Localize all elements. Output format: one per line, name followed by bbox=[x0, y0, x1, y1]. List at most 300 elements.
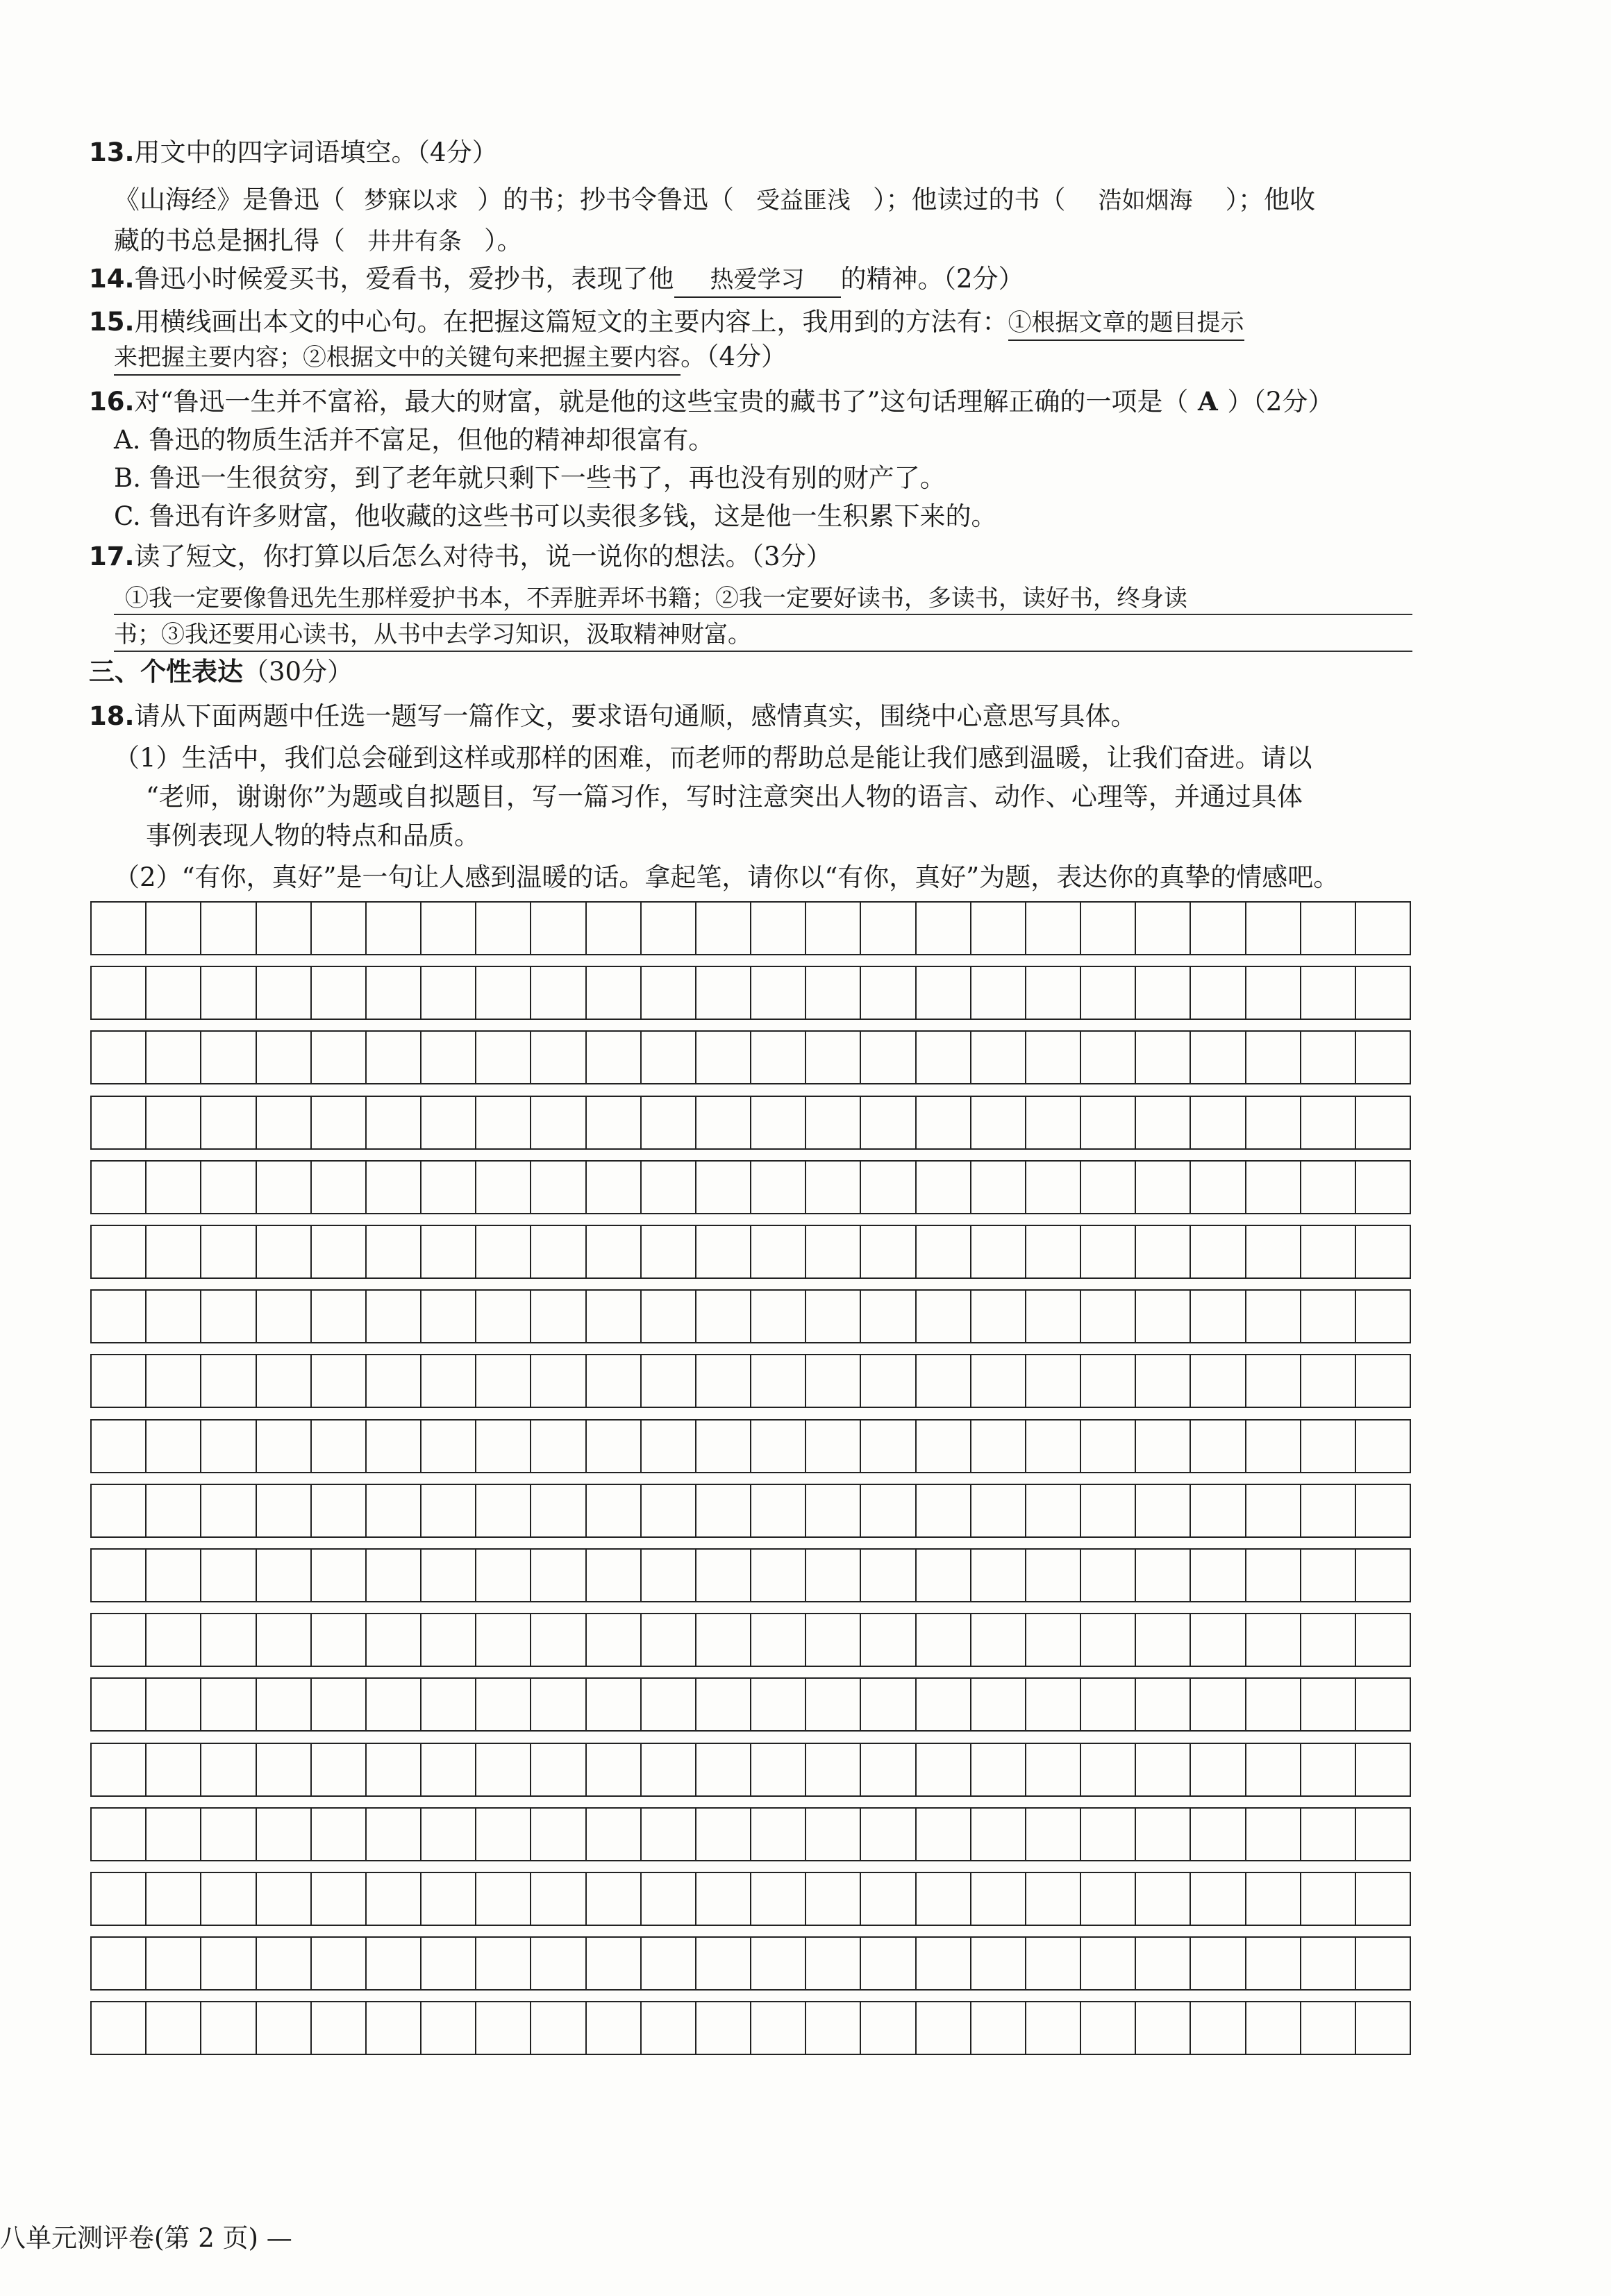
grid-cell[interactable] bbox=[1246, 1097, 1301, 1148]
grid-cell[interactable] bbox=[1191, 1938, 1246, 1989]
grid-cell[interactable] bbox=[806, 1550, 861, 1601]
grid-cell[interactable] bbox=[971, 903, 1026, 954]
grid-cell[interactable] bbox=[147, 1032, 201, 1083]
grid-cell[interactable] bbox=[147, 903, 201, 954]
grid-cell[interactable] bbox=[421, 1291, 476, 1342]
grid-cell[interactable] bbox=[1026, 1809, 1081, 1860]
grid-cell[interactable] bbox=[806, 1162, 861, 1213]
grid-cell[interactable] bbox=[642, 1679, 696, 1730]
grid-cell[interactable] bbox=[642, 1614, 696, 1666]
grid-cell[interactable] bbox=[971, 1421, 1026, 1472]
grid-cell[interactable] bbox=[312, 967, 367, 1019]
grid-cell[interactable] bbox=[421, 1614, 476, 1666]
grid-cell[interactable] bbox=[1081, 1291, 1136, 1342]
grid-cell[interactable] bbox=[92, 1614, 147, 1666]
grid-cell[interactable] bbox=[421, 1097, 476, 1148]
grid-cell[interactable] bbox=[476, 1355, 531, 1407]
grid-cell[interactable] bbox=[751, 1291, 806, 1342]
grid-cell[interactable] bbox=[201, 1162, 256, 1213]
grid-cell[interactable] bbox=[971, 1226, 1026, 1277]
grid-cell[interactable] bbox=[201, 1226, 256, 1277]
grid-cell[interactable] bbox=[531, 2002, 586, 2054]
grid-cell[interactable] bbox=[1246, 1291, 1301, 1342]
grid-cell[interactable] bbox=[312, 1614, 367, 1666]
grid-cell[interactable] bbox=[1301, 1614, 1356, 1666]
grid-cell[interactable] bbox=[1136, 1032, 1191, 1083]
grid-cell[interactable] bbox=[476, 1226, 531, 1277]
grid-cell[interactable] bbox=[642, 2002, 696, 2054]
grid-cell[interactable] bbox=[806, 903, 861, 954]
grid-cell[interactable] bbox=[806, 2002, 861, 2054]
grid-cell[interactable] bbox=[1356, 2002, 1410, 2054]
grid-cell[interactable] bbox=[1191, 1744, 1246, 1795]
grid-cell[interactable] bbox=[1301, 903, 1356, 954]
grid-cell[interactable] bbox=[421, 2002, 476, 2054]
grid-cell[interactable] bbox=[257, 1873, 312, 1925]
grid-cell[interactable] bbox=[1301, 1421, 1356, 1472]
grid-cell[interactable] bbox=[861, 1744, 916, 1795]
grid-cell[interactable] bbox=[1136, 1421, 1191, 1472]
grid-cell[interactable] bbox=[917, 967, 971, 1019]
grid-cell[interactable] bbox=[642, 1938, 696, 1989]
grid-cell[interactable] bbox=[1191, 1421, 1246, 1472]
grid-cell[interactable] bbox=[201, 1421, 256, 1472]
grid-cell[interactable] bbox=[92, 1421, 147, 1472]
grid-cell[interactable] bbox=[1301, 1550, 1356, 1601]
grid-cell[interactable] bbox=[367, 1226, 421, 1277]
grid-cell[interactable] bbox=[917, 1873, 971, 1925]
grid-cell[interactable] bbox=[147, 1097, 201, 1148]
grid-cell[interactable] bbox=[1246, 1032, 1301, 1083]
grid-cell[interactable] bbox=[751, 1421, 806, 1472]
grid-cell[interactable] bbox=[751, 1097, 806, 1148]
grid-cell[interactable] bbox=[421, 1744, 476, 1795]
grid-cell[interactable] bbox=[861, 1614, 916, 1666]
grid-cell[interactable] bbox=[1136, 1744, 1191, 1795]
grid-cell[interactable] bbox=[312, 1938, 367, 1989]
grid-cell[interactable] bbox=[696, 1162, 751, 1213]
grid-cell[interactable] bbox=[917, 1550, 971, 1601]
grid-cell[interactable] bbox=[806, 1355, 861, 1407]
grid-cell[interactable] bbox=[1246, 1421, 1301, 1472]
grid-cell[interactable] bbox=[1301, 1097, 1356, 1148]
grid-cell[interactable] bbox=[642, 1744, 696, 1795]
grid-cell[interactable] bbox=[367, 2002, 421, 2054]
grid-cell[interactable] bbox=[1136, 1226, 1191, 1277]
grid-cell[interactable] bbox=[147, 1485, 201, 1536]
grid-cell[interactable] bbox=[421, 1032, 476, 1083]
grid-cell[interactable] bbox=[367, 1744, 421, 1795]
grid-cell[interactable] bbox=[1081, 1809, 1136, 1860]
grid-cell[interactable] bbox=[696, 1614, 751, 1666]
grid-cell[interactable] bbox=[1136, 1679, 1191, 1730]
grid-cell[interactable] bbox=[1026, 1485, 1081, 1536]
grid-cell[interactable] bbox=[1136, 2002, 1191, 2054]
grid-cell[interactable] bbox=[476, 1291, 531, 1342]
grid-cell[interactable] bbox=[751, 1226, 806, 1277]
grid-cell[interactable] bbox=[861, 1032, 916, 1083]
grid-cell[interactable] bbox=[587, 2002, 642, 2054]
grid-cell[interactable] bbox=[421, 1355, 476, 1407]
grid-cell[interactable] bbox=[1356, 1097, 1410, 1148]
grid-cell[interactable] bbox=[1191, 1162, 1246, 1213]
grid-cell[interactable] bbox=[201, 2002, 256, 2054]
grid-cell[interactable] bbox=[1081, 967, 1136, 1019]
grid-cell[interactable] bbox=[1246, 903, 1301, 954]
grid-cell[interactable] bbox=[531, 1679, 586, 1730]
grid-cell[interactable] bbox=[312, 1679, 367, 1730]
grid-cell[interactable] bbox=[92, 1679, 147, 1730]
grid-cell[interactable] bbox=[587, 1938, 642, 1989]
grid-cell[interactable] bbox=[1026, 1226, 1081, 1277]
grid-cell[interactable] bbox=[367, 1097, 421, 1148]
grid-cell[interactable] bbox=[1191, 1679, 1246, 1730]
grid-cell[interactable] bbox=[806, 1873, 861, 1925]
grid-cell[interactable] bbox=[257, 1355, 312, 1407]
grid-cell[interactable] bbox=[1026, 1421, 1081, 1472]
grid-cell[interactable] bbox=[1026, 967, 1081, 1019]
grid-cell[interactable] bbox=[476, 1485, 531, 1536]
grid-cell[interactable] bbox=[696, 1226, 751, 1277]
grid-cell[interactable] bbox=[806, 1097, 861, 1148]
grid-cell[interactable] bbox=[861, 1097, 916, 1148]
grid-cell[interactable] bbox=[1246, 967, 1301, 1019]
grid-cell[interactable] bbox=[1081, 1421, 1136, 1472]
grid-cell[interactable] bbox=[1081, 903, 1136, 954]
grid-cell[interactable] bbox=[476, 1873, 531, 1925]
grid-cell[interactable] bbox=[147, 1355, 201, 1407]
grid-cell[interactable] bbox=[201, 1550, 256, 1601]
grid-cell[interactable] bbox=[917, 1162, 971, 1213]
grid-cell[interactable] bbox=[971, 1032, 1026, 1083]
grid-cell[interactable] bbox=[476, 967, 531, 1019]
grid-cell[interactable] bbox=[531, 1226, 586, 1277]
grid-cell[interactable] bbox=[367, 1485, 421, 1536]
grid-cell[interactable] bbox=[257, 1162, 312, 1213]
grid-cell[interactable] bbox=[1356, 1873, 1410, 1925]
grid-cell[interactable] bbox=[696, 1097, 751, 1148]
grid-cell[interactable] bbox=[476, 1162, 531, 1213]
grid-cell[interactable] bbox=[531, 1097, 586, 1148]
grid-cell[interactable] bbox=[201, 1291, 256, 1342]
grid-cell[interactable] bbox=[531, 1809, 586, 1860]
grid-cell[interactable] bbox=[642, 1421, 696, 1472]
grid-cell[interactable] bbox=[92, 1744, 147, 1795]
grid-cell[interactable] bbox=[531, 1032, 586, 1083]
grid-cell[interactable] bbox=[1246, 1614, 1301, 1666]
grid-cell[interactable] bbox=[201, 1938, 256, 1989]
grid-cell[interactable] bbox=[1136, 1550, 1191, 1601]
grid-cell[interactable] bbox=[971, 1938, 1026, 1989]
grid-cell[interactable] bbox=[147, 1938, 201, 1989]
grid-cell[interactable] bbox=[312, 1162, 367, 1213]
grid-cell[interactable] bbox=[421, 1938, 476, 1989]
grid-cell[interactable] bbox=[257, 967, 312, 1019]
grid-cell[interactable] bbox=[587, 1614, 642, 1666]
grid-cell[interactable] bbox=[1301, 1679, 1356, 1730]
grid-cell[interactable] bbox=[1246, 1550, 1301, 1601]
grid-cell[interactable] bbox=[806, 1679, 861, 1730]
grid-cell[interactable] bbox=[1246, 1355, 1301, 1407]
grid-cell[interactable] bbox=[312, 1097, 367, 1148]
grid-cell[interactable] bbox=[92, 1097, 147, 1148]
grid-cell[interactable] bbox=[1026, 1162, 1081, 1213]
grid-cell[interactable] bbox=[751, 1809, 806, 1860]
grid-cell[interactable] bbox=[201, 967, 256, 1019]
grid-cell[interactable] bbox=[1081, 1355, 1136, 1407]
grid-cell[interactable] bbox=[92, 1485, 147, 1536]
grid-cell[interactable] bbox=[751, 1162, 806, 1213]
grid-cell[interactable] bbox=[861, 967, 916, 1019]
grid-cell[interactable] bbox=[1081, 1097, 1136, 1148]
grid-cell[interactable] bbox=[1356, 967, 1410, 1019]
grid-cell[interactable] bbox=[1301, 1162, 1356, 1213]
grid-cell[interactable] bbox=[257, 1809, 312, 1860]
grid-cell[interactable] bbox=[806, 1938, 861, 1989]
grid-cell[interactable] bbox=[751, 1614, 806, 1666]
grid-cell[interactable] bbox=[1191, 1097, 1246, 1148]
grid-cell[interactable] bbox=[257, 1485, 312, 1536]
grid-cell[interactable] bbox=[971, 1679, 1026, 1730]
grid-cell[interactable] bbox=[1136, 1809, 1191, 1860]
grid-cell[interactable] bbox=[1356, 903, 1410, 954]
grid-cell[interactable] bbox=[201, 903, 256, 954]
grid-cell[interactable] bbox=[696, 1355, 751, 1407]
grid-cell[interactable] bbox=[1191, 1355, 1246, 1407]
grid-cell[interactable] bbox=[147, 967, 201, 1019]
grid-cell[interactable] bbox=[257, 1614, 312, 1666]
grid-cell[interactable] bbox=[1081, 1550, 1136, 1601]
grid-cell[interactable] bbox=[367, 1162, 421, 1213]
grid-cell[interactable] bbox=[201, 1032, 256, 1083]
grid-cell[interactable] bbox=[531, 1744, 586, 1795]
grid-cell[interactable] bbox=[1301, 1226, 1356, 1277]
grid-cell[interactable] bbox=[367, 967, 421, 1019]
grid-cell[interactable] bbox=[861, 2002, 916, 2054]
grid-cell[interactable] bbox=[696, 1550, 751, 1601]
grid-cell[interactable] bbox=[421, 1550, 476, 1601]
grid-cell[interactable] bbox=[1246, 1938, 1301, 1989]
grid-cell[interactable] bbox=[312, 1809, 367, 1860]
grid-cell[interactable] bbox=[1301, 1032, 1356, 1083]
grid-cell[interactable] bbox=[92, 1355, 147, 1407]
grid-cell[interactable] bbox=[806, 1421, 861, 1472]
grid-cell[interactable] bbox=[696, 1809, 751, 1860]
grid-cell[interactable] bbox=[696, 1744, 751, 1795]
grid-cell[interactable] bbox=[1191, 1032, 1246, 1083]
grid-cell[interactable] bbox=[917, 2002, 971, 2054]
grid-cell[interactable] bbox=[1301, 1938, 1356, 1989]
grid-cell[interactable] bbox=[917, 1291, 971, 1342]
grid-cell[interactable] bbox=[531, 903, 586, 954]
grid-cell[interactable] bbox=[1356, 1226, 1410, 1277]
grid-cell[interactable] bbox=[971, 1291, 1026, 1342]
grid-cell[interactable] bbox=[971, 1614, 1026, 1666]
grid-cell[interactable] bbox=[1191, 1873, 1246, 1925]
grid-cell[interactable] bbox=[861, 1485, 916, 1536]
grid-cell[interactable] bbox=[1191, 1291, 1246, 1342]
grid-cell[interactable] bbox=[587, 1679, 642, 1730]
grid-cell[interactable] bbox=[1026, 1550, 1081, 1601]
grid-cell[interactable] bbox=[806, 967, 861, 1019]
grid-cell[interactable] bbox=[642, 1097, 696, 1148]
grid-cell[interactable] bbox=[1191, 1809, 1246, 1860]
grid-cell[interactable] bbox=[1081, 1938, 1136, 1989]
grid-cell[interactable] bbox=[587, 1421, 642, 1472]
grid-cell[interactable] bbox=[531, 1614, 586, 1666]
grid-cell[interactable] bbox=[917, 1809, 971, 1860]
grid-cell[interactable] bbox=[642, 1355, 696, 1407]
grid-cell[interactable] bbox=[1301, 1744, 1356, 1795]
grid-cell[interactable] bbox=[806, 1809, 861, 1860]
grid-cell[interactable] bbox=[1026, 1355, 1081, 1407]
grid-cell[interactable] bbox=[421, 903, 476, 954]
grid-cell[interactable] bbox=[1246, 2002, 1301, 2054]
grid-cell[interactable] bbox=[806, 1291, 861, 1342]
grid-cell[interactable] bbox=[861, 1679, 916, 1730]
grid-cell[interactable] bbox=[751, 1032, 806, 1083]
grid-cell[interactable] bbox=[1136, 1938, 1191, 1989]
grid-cell[interactable] bbox=[312, 903, 367, 954]
grid-cell[interactable] bbox=[1301, 1485, 1356, 1536]
grid-cell[interactable] bbox=[367, 1873, 421, 1925]
grid-cell[interactable] bbox=[312, 1744, 367, 1795]
grid-cell[interactable] bbox=[257, 1032, 312, 1083]
grid-cell[interactable] bbox=[1301, 1809, 1356, 1860]
grid-cell[interactable] bbox=[531, 1162, 586, 1213]
grid-cell[interactable] bbox=[312, 1421, 367, 1472]
grid-cell[interactable] bbox=[421, 967, 476, 1019]
grid-cell[interactable] bbox=[1191, 1614, 1246, 1666]
grid-cell[interactable] bbox=[201, 1679, 256, 1730]
grid-cell[interactable] bbox=[1026, 1938, 1081, 1989]
grid-cell[interactable] bbox=[1026, 1097, 1081, 1148]
grid-cell[interactable] bbox=[92, 1873, 147, 1925]
grid-cell[interactable] bbox=[806, 1032, 861, 1083]
grid-cell[interactable] bbox=[917, 1485, 971, 1536]
grid-cell[interactable] bbox=[476, 1744, 531, 1795]
grid-cell[interactable] bbox=[1356, 1550, 1410, 1601]
grid-cell[interactable] bbox=[312, 1550, 367, 1601]
grid-cell[interactable] bbox=[1191, 903, 1246, 954]
grid-cell[interactable] bbox=[1301, 2002, 1356, 2054]
grid-cell[interactable] bbox=[1356, 1679, 1410, 1730]
grid-cell[interactable] bbox=[971, 2002, 1026, 2054]
grid-cell[interactable] bbox=[1356, 1744, 1410, 1795]
grid-cell[interactable] bbox=[751, 1485, 806, 1536]
grid-cell[interactable] bbox=[696, 1291, 751, 1342]
grid-cell[interactable] bbox=[861, 1809, 916, 1860]
grid-cell[interactable] bbox=[367, 903, 421, 954]
grid-cell[interactable] bbox=[147, 1873, 201, 1925]
grid-cell[interactable] bbox=[696, 1938, 751, 1989]
grid-cell[interactable] bbox=[1246, 1162, 1301, 1213]
grid-cell[interactable] bbox=[92, 1291, 147, 1342]
grid-cell[interactable] bbox=[257, 1938, 312, 1989]
grid-cell[interactable] bbox=[257, 1421, 312, 1472]
grid-cell[interactable] bbox=[476, 2002, 531, 2054]
grid-cell[interactable] bbox=[1081, 1873, 1136, 1925]
grid-cell[interactable] bbox=[257, 1291, 312, 1342]
grid-cell[interactable] bbox=[1301, 1291, 1356, 1342]
grid-cell[interactable] bbox=[751, 1679, 806, 1730]
grid-cell[interactable] bbox=[1026, 1744, 1081, 1795]
grid-cell[interactable] bbox=[201, 1355, 256, 1407]
grid-cell[interactable] bbox=[531, 1485, 586, 1536]
grid-cell[interactable] bbox=[587, 1550, 642, 1601]
grid-cell[interactable] bbox=[147, 1679, 201, 1730]
grid-cell[interactable] bbox=[971, 1097, 1026, 1148]
grid-cell[interactable] bbox=[642, 903, 696, 954]
grid-cell[interactable] bbox=[696, 1873, 751, 1925]
grid-cell[interactable] bbox=[147, 2002, 201, 2054]
grid-cell[interactable] bbox=[367, 1032, 421, 1083]
grid-cell[interactable] bbox=[531, 1291, 586, 1342]
grid-cell[interactable] bbox=[421, 1485, 476, 1536]
grid-cell[interactable] bbox=[257, 1744, 312, 1795]
grid-cell[interactable] bbox=[201, 1873, 256, 1925]
grid-cell[interactable] bbox=[696, 2002, 751, 2054]
grid-cell[interactable] bbox=[806, 1485, 861, 1536]
grid-cell[interactable] bbox=[642, 1485, 696, 1536]
grid-cell[interactable] bbox=[257, 2002, 312, 2054]
grid-cell[interactable] bbox=[1356, 1291, 1410, 1342]
grid-cell[interactable] bbox=[696, 903, 751, 954]
grid-cell[interactable] bbox=[531, 1938, 586, 1989]
grid-cell[interactable] bbox=[476, 1809, 531, 1860]
grid-cell[interactable] bbox=[476, 1097, 531, 1148]
grid-cell[interactable] bbox=[806, 1614, 861, 1666]
grid-cell[interactable] bbox=[147, 1291, 201, 1342]
grid-cell[interactable] bbox=[1191, 967, 1246, 1019]
grid-cell[interactable] bbox=[421, 1162, 476, 1213]
grid-cell[interactable] bbox=[861, 1550, 916, 1601]
grid-cell[interactable] bbox=[917, 1226, 971, 1277]
grid-cell[interactable] bbox=[92, 1550, 147, 1601]
grid-cell[interactable] bbox=[1191, 1485, 1246, 1536]
grid-cell[interactable] bbox=[917, 1421, 971, 1472]
grid-cell[interactable] bbox=[1026, 903, 1081, 954]
grid-cell[interactable] bbox=[1136, 1873, 1191, 1925]
grid-cell[interactable] bbox=[642, 1550, 696, 1601]
grid-cell[interactable] bbox=[312, 1355, 367, 1407]
grid-cell[interactable] bbox=[367, 1291, 421, 1342]
grid-cell[interactable] bbox=[1026, 2002, 1081, 2054]
grid-cell[interactable] bbox=[1136, 1291, 1191, 1342]
grid-cell[interactable] bbox=[312, 1032, 367, 1083]
grid-cell[interactable] bbox=[1081, 2002, 1136, 2054]
grid-cell[interactable] bbox=[587, 1744, 642, 1795]
grid-cell[interactable] bbox=[642, 1809, 696, 1860]
grid-cell[interactable] bbox=[1081, 1226, 1136, 1277]
grid-cell[interactable] bbox=[421, 1679, 476, 1730]
grid-cell[interactable] bbox=[92, 1226, 147, 1277]
grid-cell[interactable] bbox=[312, 2002, 367, 2054]
grid-cell[interactable] bbox=[1136, 1097, 1191, 1148]
grid-cell[interactable] bbox=[312, 1485, 367, 1536]
grid-cell[interactable] bbox=[476, 1679, 531, 1730]
grid-cell[interactable] bbox=[476, 1938, 531, 1989]
grid-cell[interactable] bbox=[1246, 1809, 1301, 1860]
grid-cell[interactable] bbox=[751, 1550, 806, 1601]
grid-cell[interactable] bbox=[696, 1679, 751, 1730]
grid-cell[interactable] bbox=[1081, 1679, 1136, 1730]
grid-cell[interactable] bbox=[1136, 1485, 1191, 1536]
grid-cell[interactable] bbox=[1026, 1679, 1081, 1730]
grid-cell[interactable] bbox=[696, 1032, 751, 1083]
grid-cell[interactable] bbox=[1026, 1614, 1081, 1666]
grid-cell[interactable] bbox=[861, 1226, 916, 1277]
